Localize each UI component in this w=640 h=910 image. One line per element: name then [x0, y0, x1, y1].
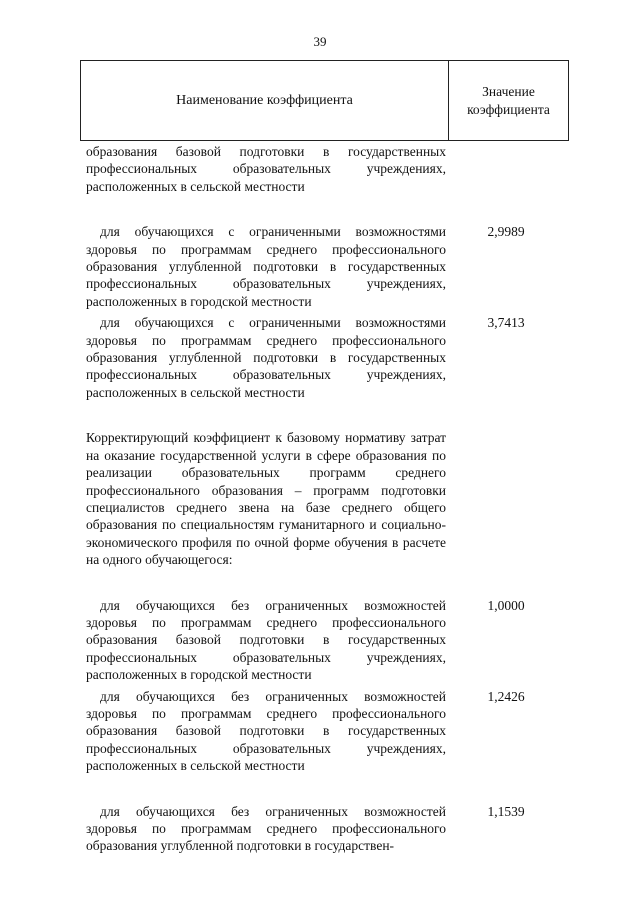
table-row [86, 597, 566, 684]
table-row [86, 429, 566, 568]
column-header-value-line1: Значение [482, 83, 535, 99]
row-text: для обучающихся без ограниченных возможностей здоровья по программам среднего профессионального образования базовой подготовки в государственных профессиональных образовательных учреждениях, расположенных в сельской местности [86, 688, 446, 774]
row-value: 1,2426 [487, 688, 525, 704]
column-header-name: Наименование коэффициента [176, 92, 353, 108]
page-number: 39 [313, 34, 327, 49]
header-divider [80, 140, 569, 141]
row-text: образования базовой подготовки в государственных профессиональных образовательных учреждениях, расположенных в сельской местности [86, 144, 446, 194]
table-row [86, 688, 566, 775]
row-value: 1,0000 [487, 597, 525, 613]
row-text: для обучающихся без ограниченных возможностей здоровья по программам среднего профессионального образования базовой подготовки в государственных профессиональных образовательных учреждениях, расположенных в городской местности [86, 597, 446, 683]
table-row [86, 314, 566, 401]
table-row [86, 143, 566, 195]
row-value: 2,9989 [487, 224, 525, 240]
table-row [86, 803, 566, 855]
row-text: для обучающихся без ограниченных возможностей здоровья по программам среднего профессионального образования углубленной подготовки в государствен- [86, 803, 446, 854]
table-border-right [568, 60, 569, 141]
row-value: 1,1539 [487, 803, 525, 819]
row-text: Корректирующий коэффициент к базовому нормативу затрат на оказание государственной услуги в сфере образования по реализации образовательных программ среднего профессионального образования – программ подготовки специалистов среднего звена на базе среднего общего образования по специальностям гуманитарного и социально-экономического профиля по очной форме обучения в расчете на одного обучающегося: [86, 430, 446, 568]
row-text: для обучающихся с ограниченными возможностями здоровья по программам среднего профессионального образования углубленной подготовки в государственных профессиональных образовательных учреждениях, расположенных в сельской местности [86, 315, 446, 400]
column-header-value [449, 61, 568, 140]
table-row [86, 223, 566, 310]
row-value: 3,7413 [487, 315, 525, 331]
table-body [86, 143, 566, 855]
column-header-value-line2: коэффициента [467, 101, 550, 117]
row-text: для обучающихся с ограниченными возможностями здоровья по программам среднего профессионального образования углубленной подготовки в государственных профессиональных образовательных учреждениях, расположенных в городской местности [86, 224, 446, 309]
